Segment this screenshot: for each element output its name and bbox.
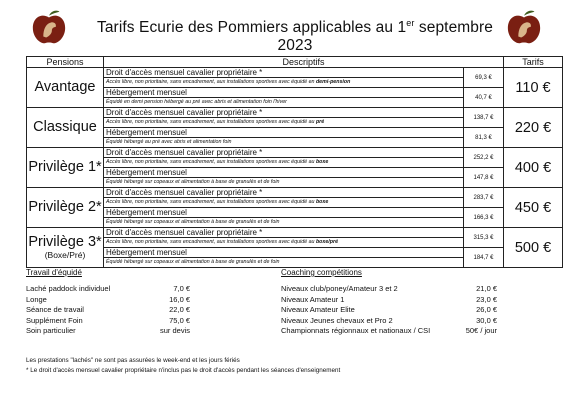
desc-detail-bold: pré [315, 119, 325, 125]
coaching-item-label: Niveaux club/poney/Amateur 3 et 2 [281, 284, 398, 293]
travail-item-label: Supplément Foin [26, 315, 83, 325]
pension-price: 110 € [504, 68, 563, 108]
header-descriptifs: Descriptifs [104, 57, 504, 68]
desc-detail-bold: boxe [315, 199, 329, 205]
header-tarifs: Tarifs [504, 57, 563, 68]
apple-horse-logo-icon [30, 8, 68, 46]
coaching-item-price: 21,0 € [476, 284, 497, 293]
travail-item-price: 7,0 € [173, 284, 190, 293]
amount-droit-acces: 138,7 € [464, 108, 504, 128]
coaching-heading: Coaching compétitions [281, 268, 362, 277]
coaching-item-label: Niveaux Amateur Elite [281, 305, 355, 314]
desc-droit-acces-detail [104, 158, 464, 168]
pension-name [27, 68, 104, 108]
pension-price: 400 € [504, 148, 563, 188]
note-laches: Les prestations "lachés" ne sont pas assurées le week-end et les jours fériés [26, 357, 240, 364]
coaching-item-price: 30,0 € [476, 315, 497, 325]
desc-droit-acces-detail [104, 118, 464, 128]
amount-droit-acces: 283,7 € [464, 188, 504, 208]
pension-label: Classique [33, 119, 97, 135]
desc-detail-text: Accès libre, non prioritaire, sans encadrement, aux installations sportives avec équidé au [106, 199, 316, 205]
header-pensions: Pensions [27, 57, 104, 68]
pricing-table [26, 56, 563, 268]
coaching-item-price: 23,0 € [476, 294, 497, 304]
coaching-item-price: 50€ / jour [465, 326, 497, 335]
desc-droit-acces: Droit d'accès mensuel cavalier propriétaire * [104, 148, 464, 158]
desc-detail-bold: boxe/pré [315, 239, 339, 245]
amount-hebergement: 81,3 € [464, 128, 504, 148]
pension-name [27, 148, 104, 188]
desc-hebergement-detail: Équidé hébergé sur copeaux et alimentation à base de granulés et de foin [104, 178, 464, 188]
table-row [27, 68, 563, 78]
pension-name [27, 228, 104, 268]
table-row [27, 108, 563, 118]
desc-detail-text: Accès libre, non prioritaire, sans encadrement, aux installations sportives avec équidé en [106, 79, 316, 85]
amount-hebergement: 166,3 € [464, 208, 504, 228]
table-row [27, 228, 563, 238]
amount-hebergement: 147,8 € [464, 168, 504, 188]
coaching-item-label: Championnats régionnaux et nationaux / CSI [281, 326, 431, 335]
coaching-item-price: 26,0 € [476, 305, 497, 314]
pension-price: 500 € [504, 228, 563, 268]
pension-name [27, 108, 104, 148]
coaching-item-label: Niveaux Jeunes chevaux et Pro 2 [281, 315, 393, 325]
travail-item-price: 16,0 € [169, 294, 190, 304]
desc-detail-text: Accès libre, non prioritaire, sans encadrement, aux installations sportives avec équidé au [106, 159, 316, 165]
travail-item-price: 75,0 € [169, 315, 190, 325]
travail-item-label: Séance de travail [26, 305, 84, 314]
desc-hebergement-detail: Équidé hébergé au pré avec abris et alimentation foin [104, 138, 464, 148]
pension-label: Avantage [34, 79, 96, 95]
desc-droit-acces: Droit d'accès mensuel cavalier propriétaire * [104, 188, 464, 198]
pension-label: Privilège 2* [28, 199, 102, 215]
pension-label: Privilège 1* [28, 159, 102, 175]
amount-droit-acces: 69,3 € [464, 68, 504, 88]
travail-item-label: Longe [26, 294, 47, 304]
desc-droit-acces-detail [104, 78, 464, 88]
note-droit-acces: * Le droit d'accès mensuel cavalier propriétaire n'inclus pas le droit d'accès pendant les séances d'enseignement [26, 367, 341, 374]
coaching-item-label: Niveaux Amateur 1 [281, 294, 345, 304]
pension-sublabel: (Boxe/Pré) [44, 250, 86, 260]
amount-droit-acces: 315,3 € [464, 228, 504, 248]
travail-item-label: Soin particulier [26, 326, 76, 335]
desc-droit-acces: Droit d'accès mensuel cavalier propriétaire * [104, 228, 464, 238]
desc-detail-text: Accès libre, non prioritaire, sans encadrement, aux installations sportives avec équidé au [106, 239, 316, 245]
apple-horse-logo-icon [505, 8, 543, 46]
pension-name [27, 188, 104, 228]
travail-item-price: sur devis [159, 326, 190, 335]
amount-hebergement: 184,7 € [464, 248, 504, 268]
desc-hebergement: Hébergement mensuel [104, 88, 464, 98]
page-title: Tarifs Ecurie des Pommiers applicables au 1er septembre 2023 [96, 18, 494, 55]
desc-hebergement-detail: Équidé hébergé sur copeaux et alimentation à base de granulés et de foin [104, 218, 464, 228]
table-row [27, 148, 563, 158]
desc-hebergement: Hébergement mensuel [104, 168, 464, 178]
pension-label: Privilège 3* [28, 234, 102, 250]
desc-hebergement-detail: Équidé en demi pension hébergé au pré avec abris et alimentation foin l'hiver [104, 98, 464, 108]
desc-hebergement-detail: Équidé hébergé sur copeaux et alimentation à base de granulés et de foin [104, 258, 464, 268]
desc-hebergement: Hébergement mensuel [104, 248, 464, 258]
desc-droit-acces: Droit d'accès mensuel cavalier propriétaire * [104, 68, 464, 78]
pension-price: 220 € [504, 108, 563, 148]
desc-hebergement: Hébergement mensuel [104, 208, 464, 218]
travail-item-label: Laché paddock individuel [26, 284, 111, 293]
desc-detail-bold: demi-pension [315, 79, 351, 85]
amount-droit-acces: 252,2 € [464, 148, 504, 168]
desc-droit-acces: Droit d'accès mensuel cavalier propriétaire * [104, 108, 464, 118]
desc-droit-acces-detail [104, 238, 464, 248]
desc-droit-acces-detail [104, 198, 464, 208]
pension-price: 450 € [504, 188, 563, 228]
desc-detail-text: Accès libre, non prioritaire, sans encadrement, aux installations sportives avec équidé au [106, 119, 316, 125]
travail-heading: Travail d'équidé [26, 268, 82, 277]
table-row [27, 188, 563, 198]
amount-hebergement: 40,7 € [464, 88, 504, 108]
travail-item-price: 22,0 € [169, 305, 190, 314]
desc-hebergement: Hébergement mensuel [104, 128, 464, 138]
desc-detail-bold: boxe [315, 159, 329, 165]
